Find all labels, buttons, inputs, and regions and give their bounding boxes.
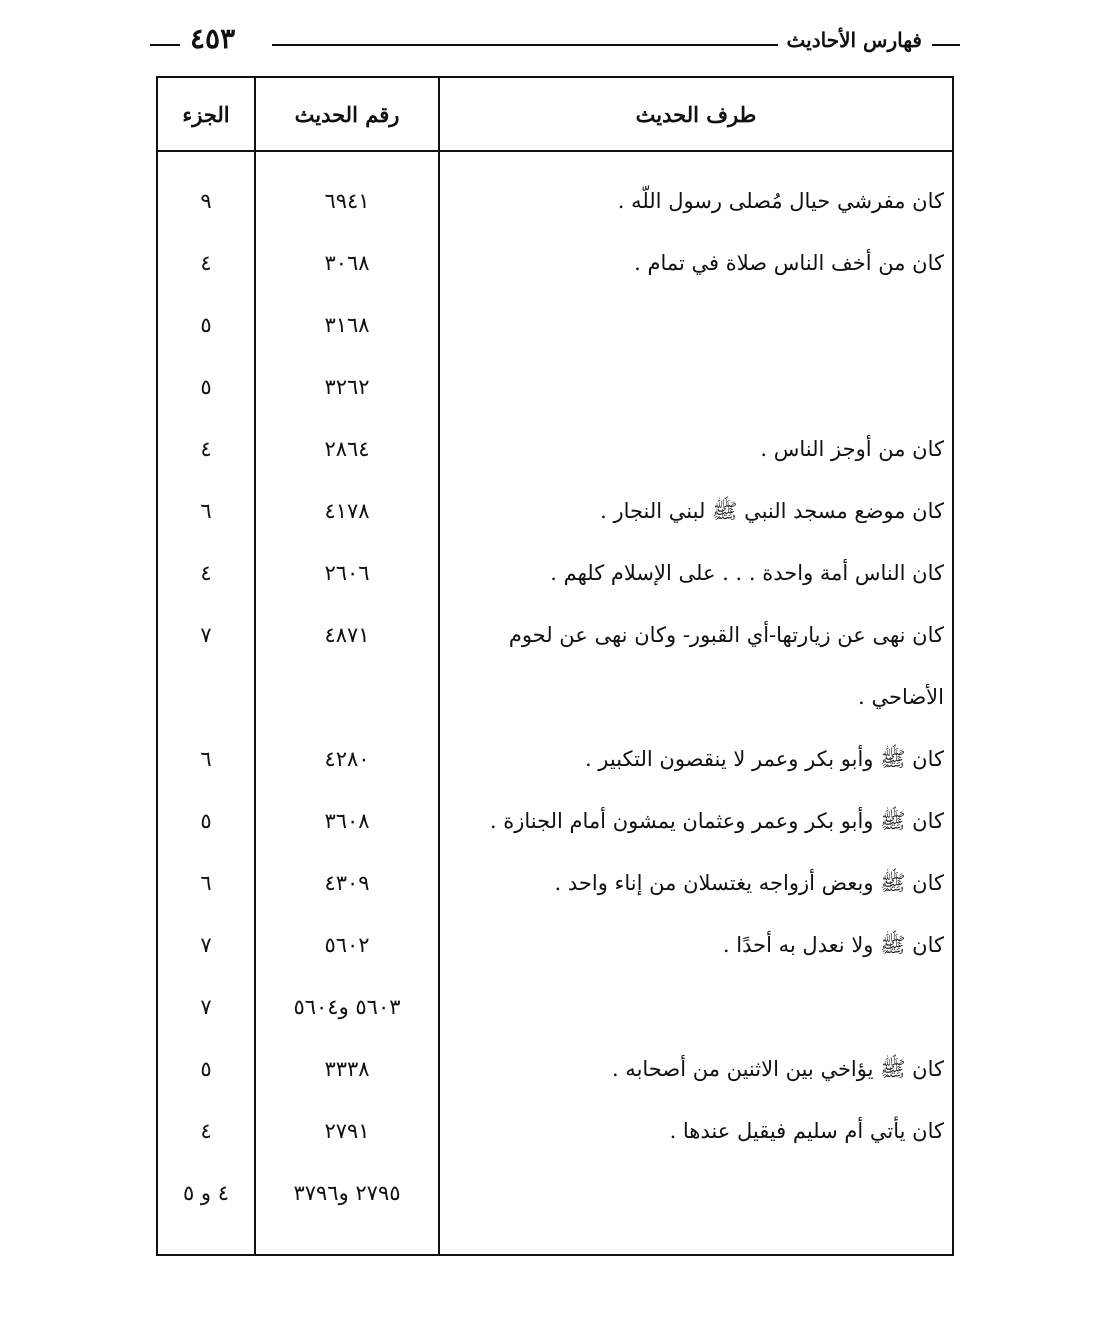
table-row xyxy=(158,976,952,1038)
table-row xyxy=(158,914,952,976)
table-row xyxy=(158,170,952,232)
table-row xyxy=(158,852,952,914)
hadith-text-cell: كان ﷺ وأبو بكر وعمر لا ينقصون التكبير . xyxy=(584,747,944,771)
part-cell: ٥ xyxy=(200,809,212,833)
hadith-text-cell: كان ﷺ ولا نعدل به أحدًا . xyxy=(722,933,944,957)
table-row xyxy=(158,294,952,356)
hadith-text-cell: كان من أوجز الناس . xyxy=(760,437,944,461)
part-cell: ٤ xyxy=(200,437,212,461)
table-row xyxy=(158,232,952,294)
hadith-number-cell: ٤٣٠٩ xyxy=(324,871,370,895)
part-cell: ٦ xyxy=(200,499,212,523)
hadith-text-cell: كان مفرشي حيال مُصلى رسول اللّه . xyxy=(617,189,944,213)
hadith-number-cell: ٣١٦٨ xyxy=(324,313,370,337)
table-body xyxy=(158,170,952,1224)
hadith-number-cell: ٤١٧٨ xyxy=(324,499,370,523)
part-cell: ٥ xyxy=(200,375,212,399)
table-row xyxy=(158,1162,952,1224)
hadith-number-cell: ٦٩٤١ xyxy=(324,189,370,213)
hadith-number-cell: ٢٨٦٤ xyxy=(324,437,370,461)
header-rule-middle xyxy=(272,44,778,46)
table-row xyxy=(158,728,952,790)
part-cell: ٦ xyxy=(200,871,212,895)
part-cell: ٦ xyxy=(200,747,212,771)
part-cell: ٤ xyxy=(200,251,212,275)
column-header-part: الجزء xyxy=(182,101,230,127)
section-title: فهارس الأحاديث xyxy=(786,28,922,52)
hadith-text-cell: كان نهى عن زيارتها-أي القبور- وكان نهى عن لحوم الأضاحي . xyxy=(508,623,944,709)
part-cell: ٥ xyxy=(200,313,212,337)
hadith-index-table xyxy=(156,76,954,1256)
part-cell: ٧ xyxy=(200,623,212,647)
part-cell: ٤ و ٥ xyxy=(182,1181,230,1205)
page-number: ٤٥٣ xyxy=(190,22,236,55)
table-row xyxy=(158,356,952,418)
page-header xyxy=(150,20,960,68)
hadith-text-cell: كان الناس أمة واحدة . . . على الإسلام كلهم . xyxy=(550,561,944,585)
table-row xyxy=(158,790,952,852)
part-cell: ٧ xyxy=(200,995,212,1019)
hadith-number-cell: ٣٣٣٨ xyxy=(324,1057,370,1081)
table-row xyxy=(158,418,952,480)
hadith-number-cell: ٢٧٩١ xyxy=(324,1119,370,1143)
hadith-text-cell: كان موضع مسجد النبي ﷺ لبني النجار . xyxy=(600,499,944,523)
hadith-number-cell: ٢٧٩٥ و٣٧٩٦ xyxy=(293,1181,401,1205)
hadith-number-cell: ٤٢٨٠ xyxy=(324,747,370,771)
hadith-text-cell: كان يأتي أم سليم فيقيل عندها . xyxy=(669,1119,944,1143)
part-cell: ٤ xyxy=(200,561,212,585)
part-cell: ٥ xyxy=(200,1057,212,1081)
hadith-number-cell: ٣٦٠٨ xyxy=(324,809,370,833)
part-cell: ٤ xyxy=(200,1119,212,1143)
table-row xyxy=(158,542,952,604)
column-header-hadith-number: رقم الحديث xyxy=(294,101,400,127)
hadith-number-cell: ٢٦٠٦ xyxy=(324,561,370,585)
hadith-text-cell: كان ﷺ وأبو بكر وعمر وعثمان يمشون أمام الجنازة . xyxy=(489,809,944,833)
hadith-number-cell: ٣٠٦٨ xyxy=(324,251,370,275)
hadith-text-cell: كان ﷺ يؤاخي بين الاثنين من أصحابه . xyxy=(611,1057,944,1081)
hadith-text-cell: كان من أخف الناس صلاة في تمام . xyxy=(634,251,944,275)
hadith-number-cell: ٣٢٦٢ xyxy=(324,375,370,399)
header-rule-right xyxy=(932,44,960,46)
header-rule-left xyxy=(150,44,180,46)
table-row xyxy=(158,1100,952,1162)
hadith-number-cell: ٥٦٠٢ xyxy=(324,933,370,957)
header-divider xyxy=(158,150,952,152)
hadith-text-cell: كان ﷺ وبعض أزواجه يغتسلان من إناء واحد . xyxy=(554,871,944,895)
part-cell: ٩ xyxy=(200,189,212,213)
table-row xyxy=(158,604,952,728)
column-header-hadith-text: طرف الحديث xyxy=(635,101,757,127)
hadith-number-cell: ٤٨٧١ xyxy=(324,623,370,647)
table-row xyxy=(158,480,952,542)
part-cell: ٧ xyxy=(200,933,212,957)
hadith-number-cell: ٥٦٠٣ و٥٦٠٤ xyxy=(293,995,401,1019)
table-row xyxy=(158,1038,952,1100)
